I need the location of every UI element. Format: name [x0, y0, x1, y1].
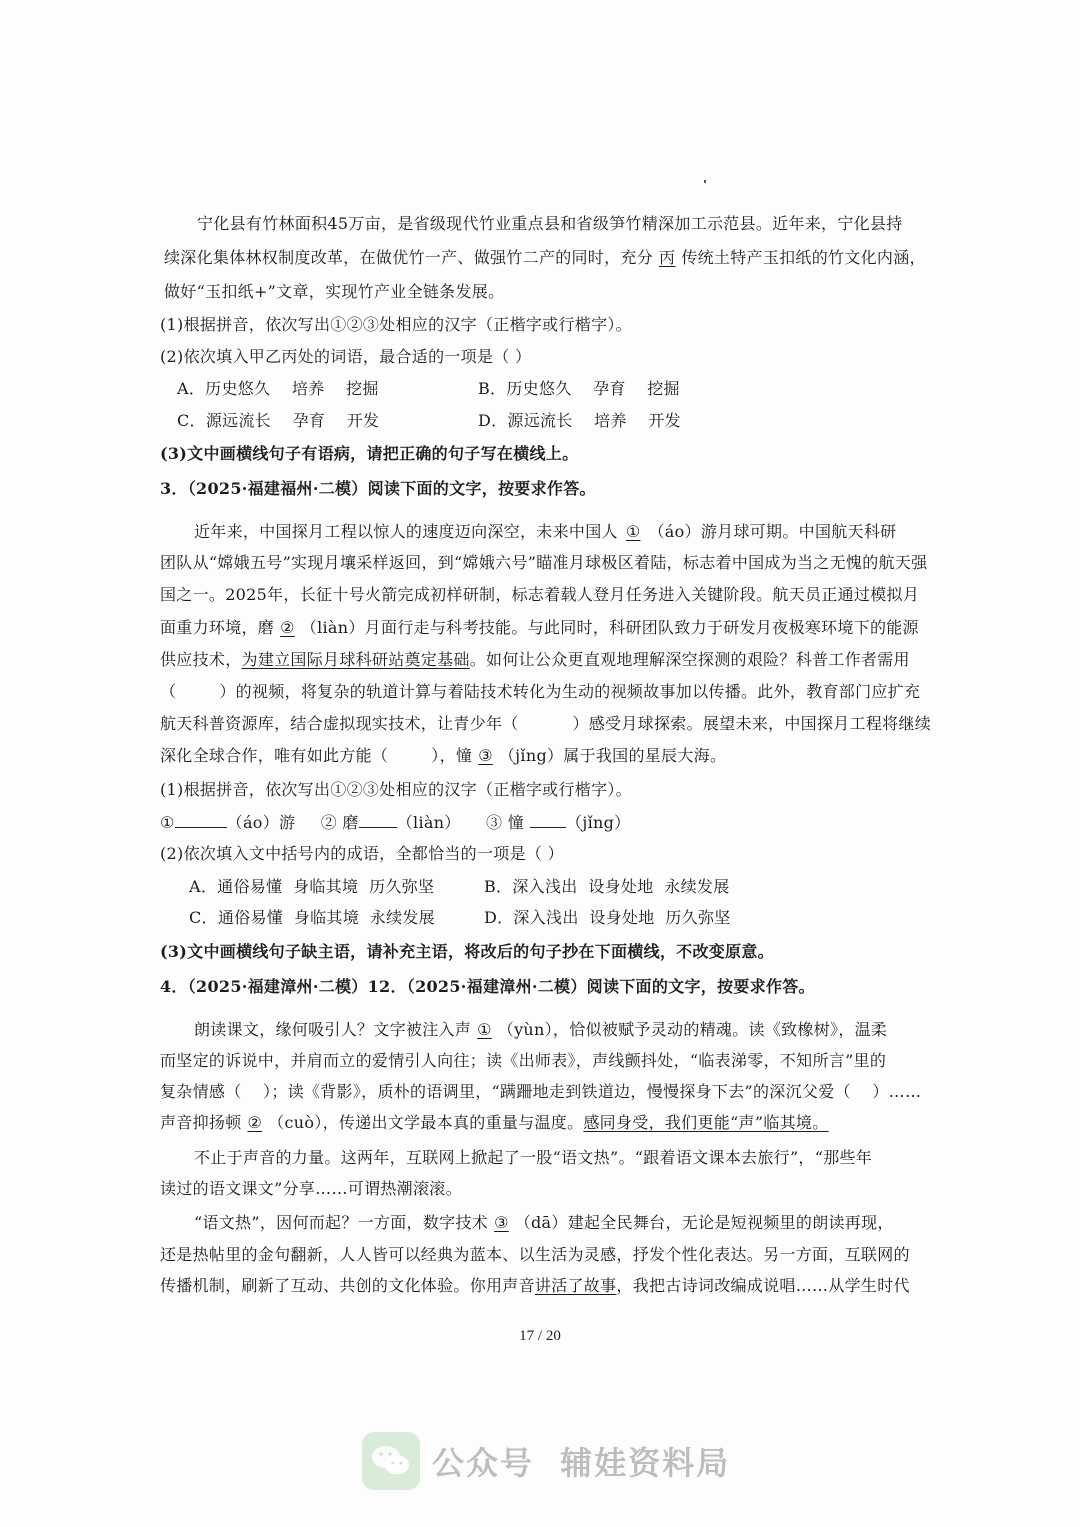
q3-line-7: 航天科普资源库，结合虚拟现实技术，让青少年（ ）感受月球探索。展望未来，中国探月工程将继续: [160, 714, 932, 733]
p2-option-d[interactable]: D．源远流长 培养 开发: [478, 411, 681, 430]
q4-l1-text: 朗读课文，缘何吸引人？文字被注入声: [194, 1020, 472, 1039]
q3-l4-text: 面重力环境，磨: [160, 618, 275, 637]
q3-option-d[interactable]: D．深入浅出 设身处地 历久弥坚: [484, 908, 731, 927]
q3-option-b[interactable]: B．深入浅出 设身处地 永续发展: [484, 877, 730, 896]
p2-line-2: [164, 247, 926, 269]
watermark-brand: 公众号: [432, 1444, 535, 1482]
q4-l9-text: 传播机制，刷新了互动、共创的文化体验。你用声音: [160, 1276, 535, 1295]
fill-1-pinyin: （áo）游: [226, 813, 296, 832]
q3-line-2: 团队从“嫦娥五号”实现月壤采样返回，到“嫦娥六号”瞄准月球极区着陆，标志着中国成为当之无愧的航天强: [160, 553, 928, 572]
page-number: 17 / 20: [519, 1328, 561, 1344]
underlined-sentence: 为建立国际月球科研站奠定基础: [241, 650, 470, 669]
q4-l4-text-b: （cuò），传递出文学最本真的重量与温度。: [268, 1113, 584, 1132]
q3-option-c[interactable]: C．通俗易懂 身临其境 永续发展: [189, 908, 435, 927]
blank-3[interactable]: ③: [494, 1213, 509, 1232]
blank-3[interactable]: ③: [478, 746, 493, 765]
fill-3-pinyin: （jǐng）: [566, 813, 631, 832]
fill-3-blank[interactable]: [530, 811, 566, 828]
p2-question-2: (2)依次填入甲乙丙处的词语，最合适的一项是（ ）: [160, 347, 532, 366]
fill-3-label: ③ 憧: [486, 813, 525, 832]
scan-speck: [704, 180, 706, 183]
p2-line-2-text-b: 传统土特产玉扣纸的竹文化内涵，: [681, 248, 926, 267]
q4-l9-text-b: ，我把古诗词改编成说唱……从学生时代: [616, 1276, 910, 1295]
underlined-sentence: 感同身受，我们更能“声”临其境。: [583, 1113, 829, 1132]
wechat-icon: [362, 1432, 420, 1490]
q4-l4-text: 声音抑扬顿: [160, 1113, 242, 1132]
watermark-name: 辅娃资料局: [560, 1444, 731, 1482]
q3-option-a[interactable]: A．通俗易懂 身临其境 历久弥坚: [189, 877, 435, 896]
p2-option-c[interactable]: C．源远流长 孕育 开发: [177, 411, 380, 430]
q3-question-1: (1)根据拼音，依次写出①②③处相应的汉字（正楷字或行楷字）。: [160, 780, 632, 799]
q4-line-7: [194, 1212, 894, 1234]
q3-line-1: [194, 521, 896, 543]
blank-2[interactable]: ②: [247, 1113, 263, 1132]
blank-bing[interactable]: 丙: [659, 248, 676, 267]
watermark-text: [432, 1438, 730, 1484]
q4-heading: 4．（2025·福建漳州·二模）12．（2025·福建漳州·二模）阅读下面的文字，按要求作答。: [160, 977, 815, 996]
q3-l8-text-b: （jǐng）属于我国的星辰大海。: [498, 746, 727, 765]
q4-line-5: 不止于声音的力量。这两年，互联网上掀起了一股“语文热”。“跟着语文课本去旅行”，“那些年: [194, 1148, 873, 1167]
q3-line-8: [160, 745, 726, 767]
fill-2-label: ② 磨: [320, 813, 359, 832]
q3-heading: 3．（2025·福建福州·二模）阅读下面的文字，按要求作答。: [160, 479, 596, 498]
q4-l7-text-b: （dā）建起全民舞台，无论是短视频里的朗读再现，: [514, 1213, 894, 1232]
p2-line-1: 宁化县有竹林面积45万亩，是省级现代竹业重点县和省级笋竹精深加工示范县。近年来，宁化县持: [197, 214, 903, 233]
blank-1[interactable]: ①: [625, 522, 641, 541]
q4-line-9: [160, 1275, 910, 1297]
q4-line-8: 还是热帖里的金句翻新，人人皆可以经典为蓝本、以生活为灵感，抒发个性化表达。另一方面，互联网的: [160, 1245, 910, 1264]
q3-fill-line: [160, 811, 630, 834]
p2-question-1: (1)根据拼音，依次写出①②③处相应的汉字（正楷字或行楷字）。: [160, 315, 632, 334]
q3-l5-text-b: 。如何让公众更直观地理解深空探测的艰险？科普工作者需用: [469, 650, 910, 669]
fill-1-blank[interactable]: [175, 811, 227, 828]
q3-l8-text: 深化全球合作，唯有如此方能（ ），憧: [160, 746, 473, 765]
q3-line-4: [160, 617, 919, 639]
underlined-phrase: 讲活了故事: [534, 1276, 617, 1295]
blank-2[interactable]: ②: [280, 618, 295, 637]
q3-line-3: 国之一。2025年，长征十号火箭完成初样研制，标志着载人登月任务进入关键阶段。航天员正通过模拟月: [160, 585, 920, 604]
q3-question-2: (2)依次填入文中括号内的成语，全都恰当的一项是（ ）: [160, 844, 564, 863]
p2-question-3: (3)文中画横线句子有语病，请把正确的句子写在横线上。: [160, 444, 579, 463]
fill-2-blank[interactable]: [359, 811, 397, 828]
q3-l4-text-b: （liàn）月面行走与科考技能。与此同时，科研团队致力于研发月夜极寒环境下的能源: [300, 618, 919, 637]
q4-l1-text-b: （yùn），恰似被赋予灵动的精魂。读《致橡树》，温柔: [497, 1020, 888, 1039]
q3-l1-text: 近年来，中国探月工程以惊人的速度迈向深空，未来中国人: [194, 522, 618, 541]
q3-line-6: （ ）的视频，将复杂的轨道计算与着陆技术转化为生动的视频故事加以传播。此外，教育部门应扩充: [160, 682, 921, 701]
q4-line-3: 复杂情感（ ）；读《背影》，质朴的语调里，“蹒跚地走到铁道边，慢慢探身下去”的深沉父爱（ ）……: [160, 1082, 922, 1101]
fill-2-pinyin: （liàn）: [396, 813, 461, 832]
q4-line-2: 而坚定的诉说中，并肩而立的爱情引人向往；读《出师表》，声线颤抖处，“临表涕零，不知所言”里的: [160, 1051, 887, 1070]
q4-line-4: [160, 1112, 829, 1134]
p2-line-2-text: 续深化集体林权制度改革，在做优竹一产、做强竹二产的同时，充分: [164, 248, 654, 267]
q3-question-3: (3)文中画横线句子缺主语，请补充主语，将改后的句子抄在下面横线，不改变原意。: [160, 942, 774, 961]
p2-option-b[interactable]: B．历史悠久 孕育 挖掘: [478, 379, 680, 398]
q3-l1-text-b: （áo）游月球可期。中国航天科研: [648, 522, 897, 541]
p2-line-3: 做好“玉扣纸+”文章，实现竹产业全链条发展。: [164, 282, 505, 301]
p2-option-a[interactable]: A．历史悠久 培养 挖掘: [177, 379, 379, 398]
q4-line-6: 读过的语文课文”分享……可谓热潮滚滚。: [160, 1179, 462, 1198]
blank-1[interactable]: ①: [477, 1020, 492, 1039]
q4-l7-text: “语文热”，因何而起？一方面，数字技术: [194, 1213, 489, 1232]
q3-l5-text: 供应技术，: [160, 650, 242, 669]
fill-1-label: ①: [160, 813, 175, 832]
q3-line-5: [160, 649, 910, 671]
q4-line-1: [194, 1019, 887, 1041]
